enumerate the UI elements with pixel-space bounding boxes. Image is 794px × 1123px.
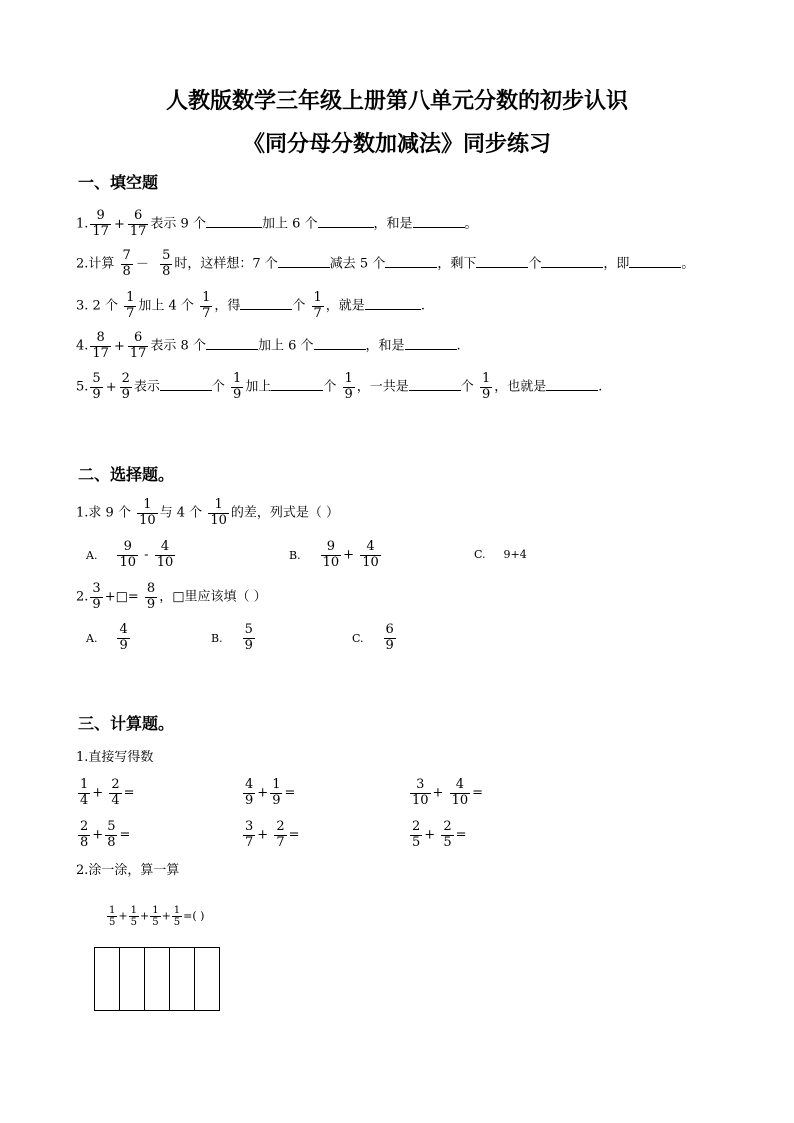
fraction: $\frac{3}{10}$ — [412, 777, 429, 808]
grid-cell[interactable] — [95, 948, 120, 1010]
fraction: $\frac{1}{9}$ — [233, 371, 242, 402]
grid-cell[interactable] — [170, 948, 195, 1010]
fraction: $\frac{1}{10}$ — [139, 497, 156, 528]
question-number: 5. — [76, 379, 89, 395]
answer-blank[interactable] — [206, 215, 262, 228]
question-text: 个 — [528, 256, 542, 272]
calc-expression — [241, 778, 295, 808]
fraction: $\frac{9}{10}$ — [119, 539, 136, 570]
question-text: ，一共是 — [356, 379, 409, 395]
fraction: $\frac{2}{5}$ — [412, 819, 421, 850]
fraction: $\frac{1}{7}$ — [202, 290, 211, 321]
question-text: 加上 — [245, 379, 272, 395]
question-text: 加上 6 个 — [257, 338, 314, 354]
operator: + — [139, 909, 150, 923]
fraction: $\frac{1}{7}$ — [126, 290, 135, 321]
fraction: $\frac{5}{8}$ — [162, 248, 171, 279]
calc-expression — [408, 778, 483, 808]
fraction: $\frac{8}{17}$ — [92, 330, 109, 361]
question-text: . — [598, 379, 603, 395]
answer-blank[interactable] — [476, 255, 528, 268]
question-number: 1.求 9 个 — [76, 505, 131, 521]
option-letter: C. — [352, 631, 364, 645]
fraction: $\frac{1}{9}$ — [481, 371, 491, 402]
operator: + — [432, 785, 444, 801]
answer-blank[interactable] — [413, 215, 465, 228]
answer-blank[interactable] — [314, 337, 366, 350]
fraction: $\frac{1}{7}$ — [313, 290, 322, 321]
fraction: $\frac{1}{4}$ — [80, 777, 89, 808]
calc-expression — [241, 820, 300, 850]
shade-expression — [106, 905, 204, 928]
fraction: $\frac{1}{5}$ — [173, 905, 181, 929]
fraction: $\frac{5}{9}$ — [92, 371, 101, 402]
fraction: $\frac{4}{9}$ — [119, 622, 128, 653]
question-text: . — [420, 298, 425, 314]
option-text: 9+4 — [503, 548, 527, 561]
option-letter: A. — [86, 631, 98, 645]
calc-expression — [76, 778, 135, 808]
fraction: $\frac{4}{9}$ — [245, 777, 254, 808]
operator: + — [424, 827, 436, 843]
fill-question-4: 4. $\frac{8}{17}$ + $\frac{6}{17}$ 表示 8 个 加上 6 个 ，和是 . — [76, 330, 461, 361]
fraction: $\frac{7}{8}$ — [122, 248, 131, 279]
calc-question-1-title: 1.直接写得数 — [76, 750, 154, 765]
option-a[interactable] — [86, 623, 132, 653]
section-heading-calculation: 三、计算题。 — [78, 714, 175, 733]
fraction: $\frac{4}{10}$ — [362, 539, 379, 570]
fraction: $\frac{3}{9}$ — [92, 581, 101, 612]
fraction: $\frac{4}{10}$ — [156, 539, 174, 570]
fraction: $\frac{1}{5}$ — [152, 905, 159, 929]
question-text: 个 — [323, 379, 337, 395]
grid-cell[interactable] — [120, 948, 145, 1010]
answer-blank[interactable] — [160, 378, 212, 391]
fraction: $\frac{9}{17}$ — [92, 208, 109, 239]
question-text: 减去 5 个 — [329, 256, 386, 272]
fraction: $\frac{6}{17}$ — [129, 330, 147, 361]
question-text: ，□里应该填（ ） — [159, 589, 267, 605]
question-text: ，得 — [214, 298, 241, 314]
fraction: $\frac{8}{9}$ — [146, 581, 156, 612]
calc-expression — [408, 820, 467, 850]
equals-sign: = — [123, 785, 135, 801]
operator: + — [343, 547, 355, 563]
answer-blank[interactable] — [385, 255, 437, 268]
choice-question-2 — [76, 582, 267, 612]
question-text: 个 — [211, 379, 225, 395]
question-text: ，也就是 — [494, 379, 547, 395]
fraction: $\frac{6}{9}$ — [385, 622, 394, 653]
answer-blank[interactable] — [278, 255, 330, 268]
fill-question-5: 5. $\frac{5}{9}$ + $\frac{2}{9}$ 表示 个 $\frac{1}{9}$ 加上 个 $\frac{1}{9}$ ，一共是 个 $\frac{1}{9}$ ，也就是 . — [76, 371, 603, 402]
operator: + — [257, 827, 269, 843]
option-letter: A. — [86, 548, 98, 562]
question-text: 加上 6 个 — [261, 216, 318, 232]
page-subtitle: 《同分母分数加减法》同步练习 — [242, 131, 551, 157]
answer-blank[interactable] — [541, 255, 559, 268]
option-c[interactable] — [352, 623, 398, 653]
question-text: 表示 9 个 — [150, 216, 206, 232]
answer-blank[interactable] — [559, 255, 603, 268]
fraction: $\frac{1}{5}$ — [109, 905, 116, 929]
option-letter: C. — [474, 548, 486, 561]
operator: + — [92, 785, 104, 801]
grid-cell[interactable] — [195, 948, 219, 1010]
question-text: ，即 — [603, 256, 630, 272]
equals-sign: = — [284, 785, 296, 801]
answer-blank[interactable] — [546, 378, 598, 391]
answer-blank[interactable] — [318, 215, 374, 228]
fraction: $\frac{1}{10}$ — [210, 497, 227, 528]
fraction: $\frac{2}{8}$ — [80, 819, 89, 850]
fraction: $\frac{2}{9}$ — [121, 371, 130, 402]
question-text: 个 — [460, 379, 474, 395]
minus-sign: － — [135, 256, 149, 272]
question-number: 4. — [76, 338, 89, 354]
answer-blank[interactable] — [405, 337, 457, 350]
fraction: $\frac{5}{9}$ — [244, 622, 253, 653]
calc-expression — [76, 820, 130, 850]
fraction: $\frac{9}{10}$ — [322, 539, 340, 570]
fraction: $\frac{4}{10}$ — [451, 777, 469, 808]
question-number: 1. — [76, 216, 89, 232]
fill-question-3 — [76, 291, 425, 321]
section-heading-choice: 二、选择题。 — [78, 465, 175, 484]
fill-question-2 — [76, 249, 694, 279]
question-text: 与 4 个 — [159, 505, 203, 521]
question-text: 表示 8 个 — [150, 338, 206, 354]
question-text: 。 — [464, 216, 478, 232]
fraction: $\frac{1}{9}$ — [272, 777, 281, 808]
shading-grid — [94, 947, 220, 1011]
answer-blank[interactable] — [206, 337, 258, 350]
question-text: +□= — [104, 589, 139, 605]
answer-blank[interactable] — [240, 297, 292, 310]
fraction: $\frac{5}{8}$ — [107, 819, 116, 850]
answer-blank[interactable] — [409, 378, 461, 391]
operator: + — [161, 909, 171, 923]
operator: + — [118, 909, 128, 923]
fraction: $\frac{1}{9}$ — [344, 371, 353, 402]
question-text: 的差，列式是（ ） — [230, 505, 340, 521]
fill-question-1: 1. $\frac{9}{17}$ + $\frac{6}{17}$ 表示 9 个 加上 6 个 ，和是 。 — [76, 208, 478, 239]
option-b[interactable] — [289, 540, 383, 570]
equals-sign: = — [472, 785, 484, 801]
question-text: . — [456, 338, 461, 354]
question-text: ，和是 — [365, 338, 405, 354]
option-letter: B. — [289, 548, 301, 562]
question-number: 2. — [76, 589, 89, 605]
question-text: 表示 — [133, 379, 160, 395]
answer-blank[interactable] — [365, 297, 421, 310]
option-a[interactable] — [86, 540, 177, 570]
operator: - — [144, 547, 149, 563]
equals-sign: = — [288, 827, 300, 843]
question-text: 时，这样想：7 个 — [174, 256, 278, 272]
answer-blank[interactable] — [629, 255, 681, 268]
fraction: $\frac{1}{5}$ — [130, 905, 137, 929]
option-c[interactable] — [474, 548, 527, 561]
section-heading-fill-blank: 一、填空题 — [78, 173, 159, 192]
question-text: ，剩下 — [437, 256, 477, 272]
fraction: $\frac{3}{7}$ — [245, 819, 254, 850]
question-text: 加上 4 个 — [138, 298, 194, 314]
calc-question-2-title: 2.涂一涂，算一算 — [76, 863, 180, 878]
fraction: $\frac{2}{4}$ — [111, 777, 120, 808]
question-number: 2.计算 — [76, 256, 115, 272]
operator: + — [92, 827, 104, 843]
equals-sign: = — [455, 827, 467, 843]
equals-answer: =( ) — [183, 909, 205, 923]
question-number: 3. 2 个 — [76, 298, 118, 314]
grid-cell[interactable] — [145, 948, 170, 1010]
fraction: $\frac{6}{17}$ — [129, 208, 147, 239]
operator: + — [257, 785, 269, 801]
page-title: 人教版数学三年级上册第八单元分数的初步认识 — [165, 88, 628, 114]
option-b[interactable] — [211, 623, 257, 653]
equals-sign: = — [119, 827, 131, 843]
fraction: $\frac{2}{5}$ — [443, 819, 452, 850]
fraction: $\frac{2}{7}$ — [276, 819, 285, 850]
question-text: ，和是 — [373, 216, 413, 232]
question-text: ，就是 — [325, 298, 365, 314]
question-text: 个 — [292, 298, 306, 314]
question-text: 。 — [681, 256, 695, 272]
answer-blank[interactable] — [271, 378, 323, 391]
choice-question-1 — [76, 498, 339, 528]
option-letter: B. — [211, 631, 223, 645]
